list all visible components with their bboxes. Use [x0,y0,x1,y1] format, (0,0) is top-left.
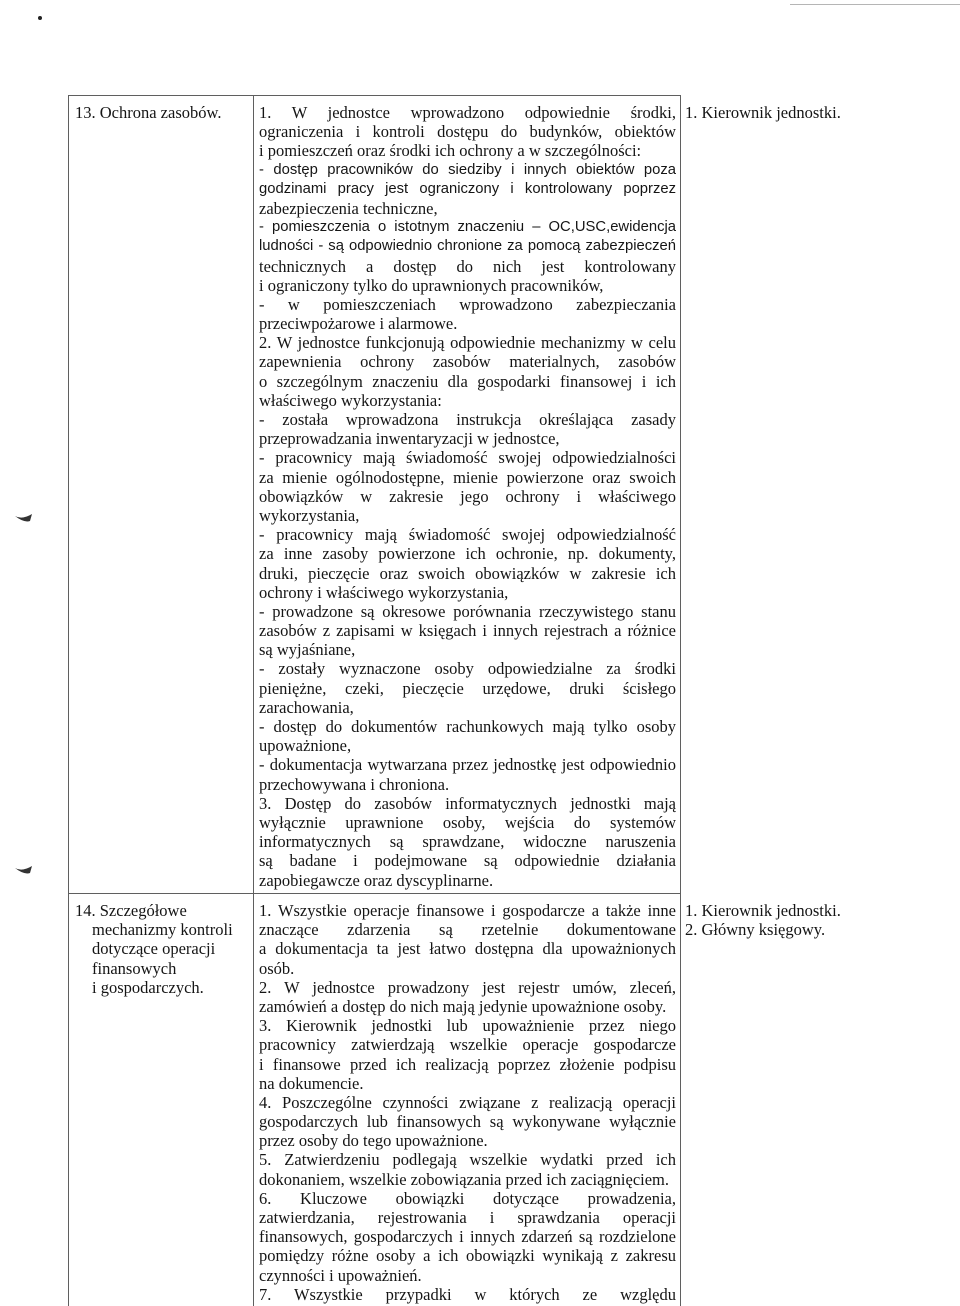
description-line: 4. Poszczególne czynności związane z realizacją operacji [259,1092,676,1112]
column-divider [680,95,681,1306]
description-line: przechowywana i chroniona. [259,774,450,794]
description-line: gospodarczych lub finansowych są wykonywane wyłącznie [259,1112,676,1132]
description-line: upoważnione, [259,736,352,756]
description-line: za mienie ogólnodostępne, mienie powierzone oraz swoich [259,467,676,487]
description-line: zabezpieczenia techniczne, [259,198,438,218]
description-line: zarachowania, [259,697,354,717]
paragraph [259,1016,676,1093]
description-line: - dostęp pracowników do siedziby i innych obiektów poza [259,161,676,178]
description-line: zasobów z zapisami w księgach i innych rejestrach a różnice [259,621,676,641]
paragraph [259,161,676,219]
description-line: zatwierdzania, rejestrowania i sprawdzania operacji [259,1208,676,1227]
paragraph [259,1189,676,1285]
description-line: ochrony i właściwego wykorzystania, [259,582,509,602]
description-line: czynności i upoważnień. [259,1265,422,1285]
column-divider [253,95,254,1306]
section-title: finansowych [92,958,177,978]
description-line: godzinami pracy jest ograniczony i kontrolowany poprzez [259,180,676,197]
responsible-line: 1. Kierownik jednostki. [685,901,841,920]
description-line: 5. Zatwierdzeniu podlegają wszelkie wydatki przed ich [259,1150,676,1170]
description-line: obowiązków w zakresie jego ochrony i właściwego [259,486,676,506]
description-line: finansowych, gospodarczych i innych zdarzeń są rozdzielone [259,1227,676,1247]
section-title: 13. Ochrona zasobów. [75,103,222,122]
description-line: wyłącznie uprawnione osoby, wejścia do systemów [259,812,676,832]
description-line: - dostęp do dokumentów rachunkowych mają tylko osoby [259,717,676,736]
description-line: zamówień a dostęp do nich mają jedynie upoważnione osoby. [259,996,667,1016]
responsible-cell [685,901,955,939]
description-line: 6. Kluczowe obowiązki dotyczące prowadzenia, [259,1188,676,1208]
description-line: 2. W jednostce prowadzony jest rejestr umów, zleceń, [259,977,676,997]
description-line: przeprowadzania inwentaryzacji w jednostce, [259,429,560,449]
description-line: 1. W jednostce wprowadzono odpowiednie środki, [259,103,676,122]
table-border-left [68,95,69,1306]
description-cell [259,103,676,890]
description-line: wykorzystania, [259,505,360,525]
description-line: - pracownicy mają świadomość swojej odpowiedzialności [259,448,676,468]
paragraph [259,218,676,295]
description-line: właściwego wykorzystania: [259,390,442,410]
description-line: i finansowe przed ich realizacją poprzez złożenie podpisu [259,1054,676,1074]
paragraph [259,901,676,978]
description-line: przez osoby do tego upoważnione. [259,1131,488,1151]
description-line: pieniężne, czeki, pieczęcie urzędowe, druki ścisłego [259,678,676,698]
description-line: na dokumencie. [259,1073,364,1093]
description-line: i pomieszczeń oraz środki ich ochrony a w szczególności: [259,141,642,161]
description-line: - prowadzone są okresowe porównania rzeczywistego stanu [259,601,676,621]
section-cell [75,901,250,997]
paragraph [259,295,676,333]
description-line: - w pomieszczeniach wprowadzono zabezpieczania [259,294,676,314]
paragraph [259,525,676,602]
description-line: ograniczenia i kontroli dostępu do budynków, obiektów [259,122,676,142]
responsible-line: 2. Główny księgowy. [685,920,826,940]
description-line: druki, pieczęcie oraz swoich obowiązków w zakresie ich [259,563,676,583]
description-line: pomiędzy różne osoby a ich obowiązki wynikają z zakresu [259,1246,676,1266]
description-line: zapobiegawcze oraz dyscyplinarne. [259,870,494,890]
description-line: a dokumentacja ta jest łatwo dostępna dla upoważnionych [259,939,676,959]
table-border-top [68,95,681,96]
section-title: 14. Szczegółowe [75,901,187,920]
paragraph [259,1150,676,1188]
description-line: technicznych a dostęp do nich jest kontrolowany [259,256,676,276]
section-title: dotyczące operacji [92,939,216,959]
description-line: 1. Wszystkie operacje finansowe i gospodarcze a także inne [259,901,676,920]
paragraph [259,1285,676,1304]
scan-mark [14,864,34,878]
description-line: - pomieszczenia o istotnym znaczeniu – OC,USC,ewidencja [259,219,676,236]
paragraph [259,659,676,717]
paragraph [259,410,676,448]
paragraph [259,1093,676,1151]
description-line: są badane i podejmowane są odpowiednie działania [259,851,676,871]
description-line: przeciwpożarowe i alarmowe. [259,314,458,334]
description-line: ludności - są odpowiednio chronione za pomocą zabezpieczeń [259,238,676,255]
description-line: informatycznych są sprawdzane, widoczne naruszenia [259,832,676,852]
description-line: - została wprowadzona instrukcja określająca zasady [259,410,676,429]
description-line: 3. Dostęp do zasobów informatycznych jednostki mają [259,793,676,813]
description-line: - pracownicy mają świadomość swojej odpowiedzialność [259,525,676,545]
description-line: dokonaniem, wszelkie zobowiązania przed ich zaciągnięciem. [259,1169,670,1189]
scan-mark [14,512,34,526]
paragraph [259,978,676,1016]
description-line: są wyjaśniane, [259,640,356,660]
responsible-line: 1. Kierownik jednostki. [685,103,841,122]
description-line: zapewnienia ochrony zasobów materialnych, zasobów [259,352,676,372]
description-line: osób. [259,958,295,978]
description-line: i ograniczony tylko do uprawnionych pracowników, [259,275,604,295]
scan-dot [37,15,43,21]
paragraph [259,794,676,890]
paragraph [259,755,676,793]
section-title: mechanizmy kontroli [92,920,233,940]
description-line: 2. W jednostce funkcjonują odpowiednie mechanizmy w celu [259,333,676,353]
description-line: o szczególnym znaczeniu dla gospodarki finansowej i ich [259,371,676,391]
description-line: - dokumentacja wytwarzana przez jednostkę jest odpowiednio [259,755,676,775]
section-cell [75,103,250,122]
paragraph [259,333,676,410]
description-cell [259,901,676,1304]
description-line: 7. Wszystkie przypadki w których ze względu [259,1284,676,1304]
responsible-cell [685,103,955,122]
paragraph [259,448,676,525]
description-line: pracownicy zatwierdzają wszelkie operacje gospodarcze [259,1035,676,1055]
paragraph [259,103,676,161]
section-title: i gospodarczych. [92,977,204,997]
paragraph [259,602,676,660]
description-line: znaczące zdarzenia są rzetelnie dokumentowane [259,920,676,940]
row-divider [68,893,681,894]
description-line: - zostały wyznaczone osoby odpowiedzialne za środki [259,659,676,679]
scan-edge-line [790,4,960,5]
paragraph [259,717,676,755]
description-line: 3. Kierownik jednostki lub upoważnienie przez niego [259,1016,676,1036]
description-line: za inne zasoby powierzone ich ochronie, np. dokumenty, [259,544,676,564]
